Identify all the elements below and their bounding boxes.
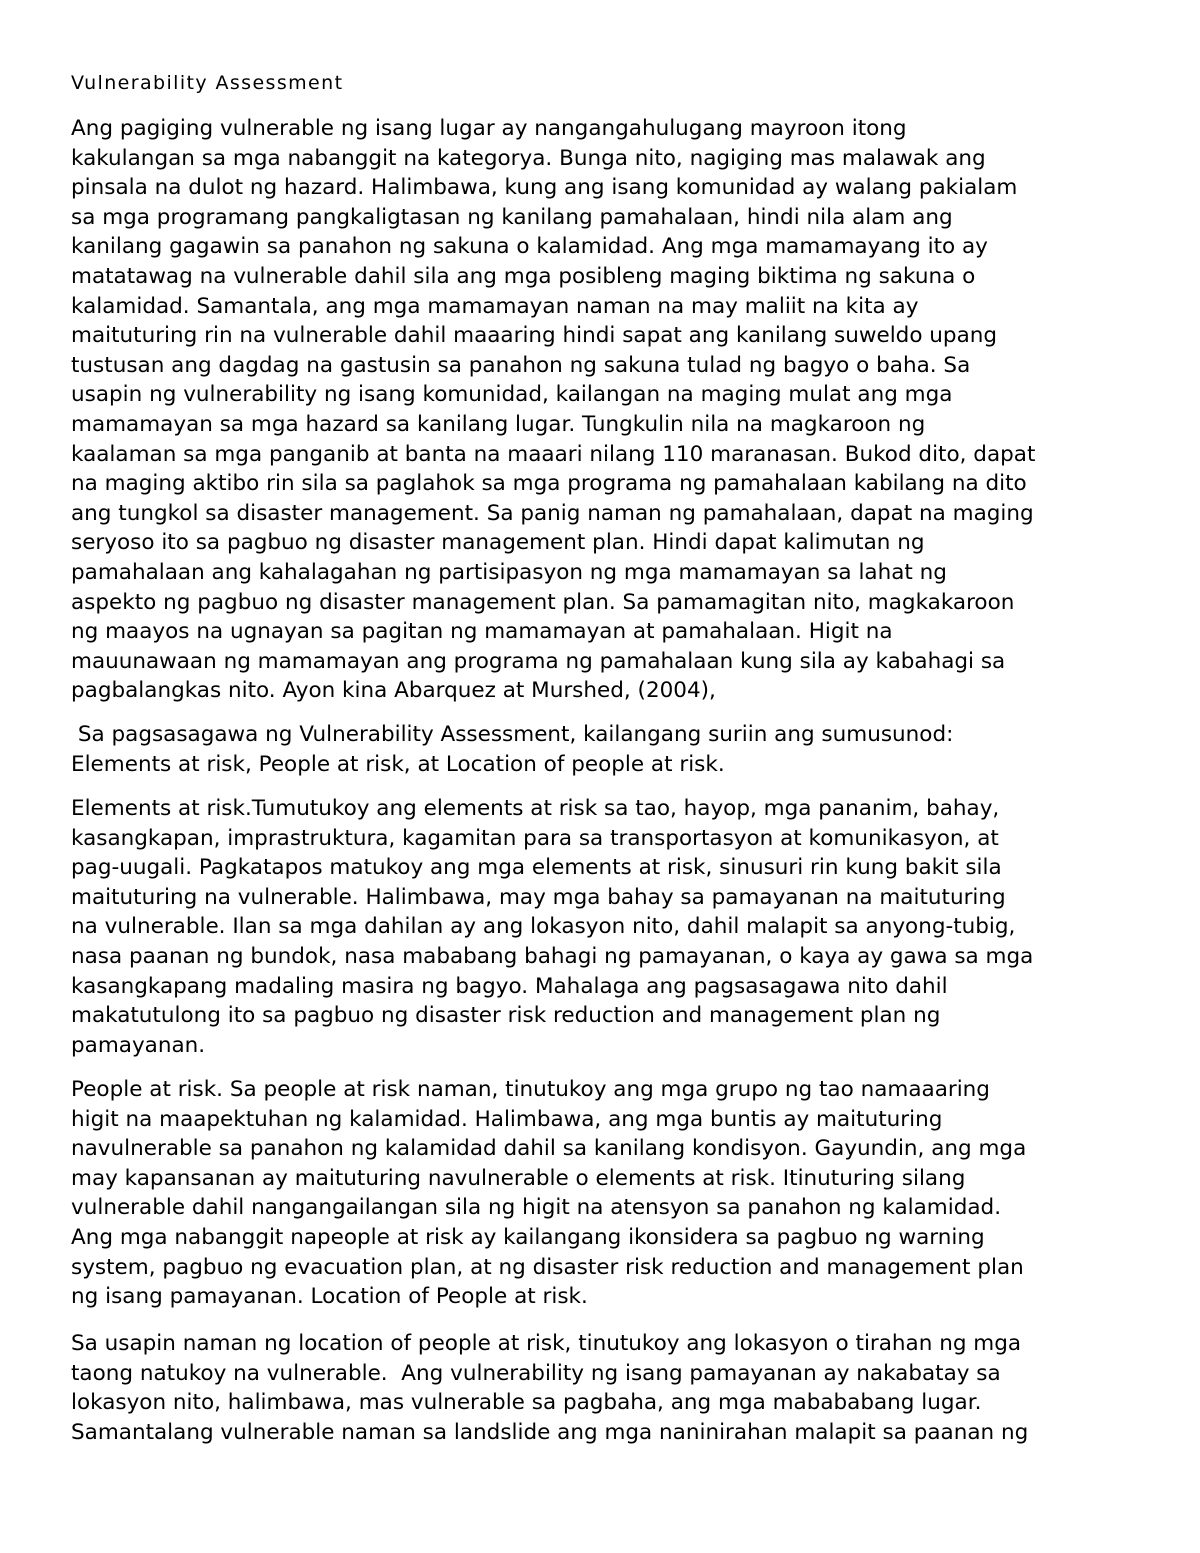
text-line: seryoso ito sa pagbuo ng disaster management plan. Hindi dapat kalimutan ng [71, 530, 925, 556]
text-line: kanilang gagawin sa panahon ng sakuna o kalamidad. Ang mga mamamayang ito ay [71, 234, 988, 260]
document-title: Vulnerability Assessment [71, 72, 344, 94]
text-line: higit na maapektuhan ng kalamidad. Halimbawa, ang mga buntis ay maituturing [71, 1106, 943, 1132]
text-line: People at risk. Sa people at risk naman, tinutukoy ang mga grupo ng tao namaaaring [71, 1077, 990, 1102]
text-line: ang tungkol sa disaster management. Sa panig naman ng pamahalaan, dapat na maging [71, 500, 1034, 526]
text-line: aspekto ng pagbuo ng disaster management plan. Sa pamamagitan nito, magkakaroon [71, 589, 1015, 615]
text-line: system, pagbuo ng evacuation plan, at ng disaster risk reduction and management plan [71, 1254, 1024, 1280]
paragraph-elements-at-risk [71, 794, 1033, 1060]
text-line: navulnerable sa panahon ng kalamidad dahil sa kanilang kondisyon. Gayundin, ang mga [71, 1136, 1027, 1162]
text-line: Elements at risk, People at risk, at Location of people at risk. [71, 751, 725, 777]
text-line: makatutulong ito sa pagbuo ng disaster risk reduction and management plan ng [71, 1003, 941, 1029]
text-line: ng isang pamayanan. Location of People at risk. [71, 1284, 588, 1310]
text-line: Samantalang vulnerable naman sa landslide ang mga naninirahan malapit sa paanan ng [71, 1419, 1029, 1445]
text-line: Elements at risk.Tumutukoy ang elements at risk sa tao, hayop, mga pananim, bahay, [71, 796, 1000, 821]
text-line: usapin ng vulnerability ng isang komunidad, kailangan na maging mulat ang mga [71, 382, 953, 408]
text-line: nasa paanan ng bundok, nasa mababang bahagi ng pamayanan, o kaya ay gawa sa mga [71, 943, 1034, 969]
text-line: kaalaman sa mga panganib at banta na maaari nilang 110 maranasan. Bukod dito, dapat [71, 441, 1036, 467]
text-line: Ang mga nabanggit napeople at risk ay kailangang ikonsidera sa pagbuo ng warning [71, 1224, 985, 1250]
text-line: sa mga programang pangkaligtasan ng kanilang pamahalaan, hindi nila alam ang [71, 204, 953, 230]
text-line: mauunawaan ng mamamayan ang programa ng pamahalaan kung sila ay kabahagi sa [71, 648, 1006, 674]
paragraph-assessment-components [71, 720, 953, 779]
text-line: taong natukoy na vulnerable. Ang vulnerability ng isang pamayanan ay nakabatay sa [71, 1360, 1001, 1386]
paragraph-location-of-people-at-risk [71, 1329, 1028, 1447]
text-line: pamayanan. [71, 1032, 206, 1058]
text-line: kakulangan sa mga nabanggit na kategorya. Bunga nito, nagiging mas malawak ang [71, 145, 986, 171]
text-line: pag-uugali. Pagkatapos matukoy ang mga elements at risk, sinusuri rin kung bakit sila [71, 855, 1002, 881]
text-line: kalamidad. Samantala, ang mga mamamayan naman na may maliit na kita ay [71, 293, 919, 319]
text-line: lokasyon nito, halimbawa, mas vulnerable sa pagbaha, ang mga mabababang lugar. [71, 1390, 982, 1416]
text-line: pagbalangkas nito. Ayon kina Abarquez at Murshed, (2004), [71, 678, 716, 704]
text-line: Sa usapin naman ng location of people at risk, tinutukoy ang lokasyon o tirahan ng mga [71, 1331, 1022, 1356]
text-line: tustusan ang dagdag na gastusin sa panahon ng sakuna tulad ng bagyo o baha. Sa [71, 352, 971, 378]
text-line: kasangkapan, imprastruktura, kagamitan para sa transportasyon at komunikasyon, at [71, 825, 999, 851]
text-line: na maging aktibo rin sila sa paglahok sa mga programa ng pamahalaan kabilang na dito [71, 471, 1027, 497]
text-line: mamamayan sa mga hazard sa kanilang lugar. Tungkulin nila na magkaroon ng [71, 411, 926, 437]
text-line: kasangkapang madaling masira ng bagyo. Mahalaga ang pagsasagawa nito dahil [71, 973, 948, 999]
text-line: maituturing na vulnerable. Halimbawa, may mga bahay sa pamayanan na maituturing [71, 884, 1006, 910]
text-line: na vulnerable. Ilan sa mga dahilan ay ang lokasyon nito, dahil malapit sa anyong-tubig, [71, 914, 1016, 940]
text-line: vulnerable dahil nangangailangan sila ng higit na atensyon sa panahon ng kalamidad. [71, 1195, 1002, 1221]
text-line: may kapansanan ay maituturing navulnerable o elements at risk. Itinuturing silang [71, 1165, 966, 1191]
text-line: maituturing rin na vulnerable dahil maaaring hindi sapat ang kanilang suweldo upang [71, 323, 998, 349]
text-line: pamahalaan ang kahalagahan ng partisipasyon ng mga mamamayan sa lahat ng [71, 559, 947, 585]
text-line: matatawag na vulnerable dahil sila ang mga posibleng maging biktima ng sakuna o [71, 263, 976, 289]
paragraph-vulnerability-intro [71, 114, 1035, 706]
paragraph-people-at-risk [71, 1075, 1026, 1312]
text-line: Ang pagiging vulnerable ng isang lugar ay nangangahulugang mayroon itong [71, 116, 907, 141]
text-line: pinsala na dulot ng hazard. Halimbawa, kung ang isang komunidad ay walang pakialam [71, 175, 1018, 201]
text-line: Sa pagsasagawa ng Vulnerability Assessment, kailangang suriin ang sumusunod: [71, 722, 954, 747]
text-line: ng maayos na ugnayan sa pagitan ng mamamayan at pamahalaan. Higit na [71, 619, 893, 645]
